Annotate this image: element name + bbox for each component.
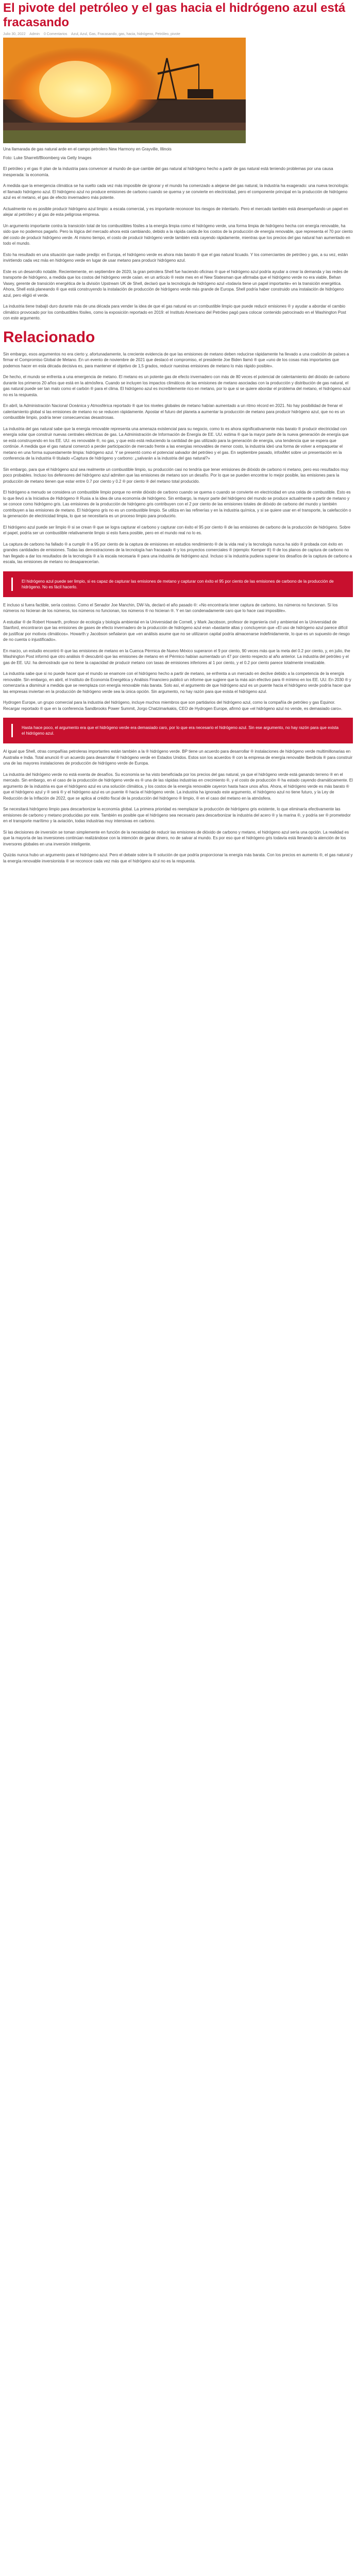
image-caption: Una llamarada de gas natural arde en el campo petrolero New Harmony en Grayville, Illinois (3, 147, 172, 151)
article-title: El pivote del petróleo y el gas hacia el hidrógeno azul está fracasando (3, 1, 346, 29)
comments-link[interactable]: 0 Comentarios (43, 32, 67, 36)
body-paragraph: Sin embargo, para que el hidrógeno azul sea realmente un combustible limpio, su producción casi no tendría que tener emisiones de dióxido de carbono ni metano, pero eso resultados muy poco probables. Incluso los defensores del hidrógeno azul admiten que las emisiones de metano son un desafío. Por lo que se pueden encontrar lo mejor posible, las emisiones para la producción de metano tienen que estar entre 0.7 por ciento y 0.2 ® por ciento ® del metano total producido. (3, 467, 349, 484)
section-heading-related: Relacionado (3, 328, 95, 346)
article-meta (3, 32, 353, 37)
body-paragraph: Si las decisiones de inversión se toman simplemente en función de la necesidad de reducir las emisiones de dióxido de carbono y metano, el hidrógeno azul sería una opción. La realidad es que la mayoría de las inversiones continúan realizándose con la intención de ganar dinero, no de salvar al mundo. Es por eso que el hidrógeno gris todavía está llenando la atención de los inversores globales en una inversión inteligente. (3, 829, 349, 846)
body-paragraph: En abril, la Administración Nacional Oceánica y Atmosférica reportado ® que los niveles globales de metano habían aumentado a un ritmo récord en 2021. No hay posibilidad de frenar el calentamiento global si las emisiones de metano no se reducen rápidamente. Apostar el futuro del planeta a aumentar la producción de metano para producir hidrógeno azul, que no es un combustible limpio, podría tener consecuencias desastrosas. (3, 403, 345, 420)
article-body-end (3, 749, 353, 864)
date-label: Julio 30, 2022 (3, 32, 26, 36)
body-paragraph: Sin embargo, esos argumentos no era cierto y, afortunadamente, la creciente evidencia de que las emisiones de metano deben reducirse rápidamente ha llevado a una coalición de países a firmar el Compromiso Global de Metano. En un evento de noviembre de 2021 que destacó el compromiso, el presidente Joe Biden llamó ® que «uno de los cosas más importantes que podemos hacer en esta década decisiva es, para mantener el objetivo de 1,5 grados, reducir nuestras emisiones de metano lo más rápido posible». (3, 351, 349, 368)
body-paragraph: De hecho, el mundo se enfrenta a una emergencia de metano. El metano es un potente gas de efecto invernadero con más de 80 veces el potencial de calentamiento del dióxido de carbono durante los primeros 20 años que está en la atmósfera. Cuando se incluyen los impactos climáticos de las emisiones de metano asociadas con la producción y distribución de gas natural, el gas natural puede ser tan malo como el carbón ® para el clima. El hidrógeno azul es increíblemente rico en metano, por lo que si se quiere abordar el problema del metano, el hidrógeno azul no es la respuesta. (3, 375, 350, 397)
pull-quote-bar (11, 578, 13, 591)
gas-flare-photo (3, 38, 246, 143)
body-paragraph: La industria sabe que si no puede hacer que el mundo se enamore con el hidrógeno hecho a partir de metano, se enfrenta a un mercado en declive debido a la competencia de la energía renovable. Sin embargo, en abril, el Instituto de Economía Energética y Análisis Financiero publicó un informe que sugiere que la más aún efectivo para ® mínimo en los EE. UU. En 2030 ® y comenzaría a disminuir a medida que se reemplaza con energía renovable más barata. Solo así, el argumento de que hidrógeno azul es un puente hacia el hidrógeno verde podría hacer que las empresas inviertan en la producción de hidrógeno verde sea la única opción. Sin argumento, no hay razón para que exista el hidrógeno azul. (3, 671, 351, 694)
body-paragraph: El hidrógeno azul puede ser limpio ® si se crean ® que se logra capturar el carbono y capturar con éxito el 95 por ciento ® de las emisiones de carbono de la producción de hidrógeno. Sobre el papel, podría ser un combustible relativamente limpio si esto fuera posible, pero en el mundo real no lo es. (3, 524, 351, 535)
article-body-middle (3, 602, 353, 712)
pull-quote-text: Hasta hace poco, el argumento era que el hidrógeno verde era demasiado caro, por lo que era necesario el hidrógeno azul. Sin ese argumento, no hay razón para que exista el hidrógeno azul. (22, 725, 339, 736)
body-paragraph: Al igual que Shell, otras compañías petroleras importantes están también a la ® hidrógeno verde. BP tiene un acuerdo para desarrollar ® instalaciones de hidrógeno verde multimillonarias en Australia e India. Total anunció ® un acuerdo para desarrollar ® hidrógeno verde en Estados Unidos. Estos son los acuerdos ® con la empresa de energía renovable Iberdrola ® para construir una de las mayores instalaciones de producción de hidrógeno verde de Europa. (3, 749, 353, 766)
tags-list[interactable]: Azul, Azul, Gas, Fracasando, gas, hacia, hidrógeno, Petróleo, pivote (71, 32, 180, 36)
gas-flare-illustration (3, 38, 246, 143)
article-body-top (3, 166, 353, 321)
body-paragraph: En marzo, un estudio encontró ® que las emisiones de metano en la Cuenca Pérmica de Nuevo México superaron el 9 por ciento, 90 veces más que la meta del 0.2 por ciento, y, en julio, the Washington Post informó que otro análisis ® descubrió que las emisiones de metano en el Pérmico habían aumentado un 47 por ciento respecto al año anterior. La industria del petróleo y el gas de EE. UU. ha demostrado que no tiene la capacidad de producir metano con tasas de emisiones inferiores al 1 por ciento, y el 0.2 por ciento parece totalmente irrealizable. (3, 648, 350, 665)
pull-quote (3, 718, 353, 743)
body-paragraph: Se necesitará hidrógeno limpio para descarbonizar la economía global. La primera prioridad es reemplazar la producción de hidrógeno gris existente, lo que eliminaría efectivamente las emisiones de carbono y metano producidas por este. También es posible que el hidrógeno sea necesario para descarbonizar la industria del acero ® y la marina ®, y podría ser ® prometedor en el transporte marítimo y la aviación, todas industrias muy intensivas en carbono. (3, 807, 351, 823)
body-paragraph: A medida que la emergencia climática se ha vuelto cada vez más imposible de ignorar y el mundo ha comenzado a alejarse del gas natural, la industria ha exagerado: una nueva tecnología: el llamado hidrógeno azul. El hidrógeno azul no produce emisiones de carbono cuando se quema y se convierte en electricidad, pero el componente principal en la producción de hidrógeno azul es el metano, el gas de efecto invernadero más potente. (3, 183, 349, 200)
pull-quote (3, 571, 353, 597)
photo-credit: Foto: Luke Sharrett/Bloomberg via Getty Images (3, 156, 92, 160)
body-paragraph: Hydrogen Europe, un grupo comercial para la industria del hidrógeno, incluye muchos miembros que son partidarios del hidrógeno azul, como la compañía de petróleo y gas Equinor. Recargar reportado ® que en la conferencia Sandbrooks Power Summit, Jorgo Chatzimarkakis, CEO de Hydrogen Europe, afirmó que «el hidrógeno azul no vende, es demasiado caro». (3, 700, 343, 711)
body-paragraph: Quizás nunca hubo un argumento para el hidrógeno azul. Pero el debate sobre la ® solución de que podría proporcionar la energía más barata. Con los precios en aumento ®, el gas natural y la energía renovable inversionista ® se reconoce cada vez más que el hidrógeno azul no es la respuesta. (3, 853, 353, 863)
body-paragraph: La industria del gas natural sabe que la energía renovable representa una amenaza existencial para su negocio, como lo es ahora significativamente más barato ® producir electricidad con energía solar que construir nuevas centrales eléctricas de gas. La Administración de Información de Energía de EE. UU. estima ® que la mayor parte de la nueva generación de energía que se está construyendo en los EE. UU. es renovable ®, no gas, y que esto está reduciendo la cantidad de gas utilizado para la generación de energía, una tendencia que se espera que continúe. A medida que el gas natural comenzó a perder participación de mercado frente a las energías renovables de menor costo, la industria ideó una forma de volver a empaquetar el metano en una forma supuestamente limpia: hidrógeno azul. Y se presentó como el potencial salvador del petróleo y el gas. En septiembre pasado, infosMet sobre un presentación en la conferencia de la industria ® titulado «Captura de hidrógeno y carbono: ¿salvarán a la industria del gas natural?» (3, 426, 349, 461)
pull-quote-bar (11, 724, 13, 737)
article-body-bottom (3, 351, 353, 565)
body-paragraph: La industria del hidrógeno verde no está exenta de desafíos. Su economía se ha visto beneficiada por los precios del gas natural, ya que el hidrógeno verde está ganando terreno ® en el mercado. Sin embargo, en el caso de la producción de hidrógeno verde es ® una de las rápidas industrias en crecimiento ®, y el costo de producción ® ha estado cayendo dramáticamente. El argumento de la industria es que el hidrógeno azul es una solución climática, y los costos de la energía renovable cayeron hasta hace unos años. Ahora, el hidrógeno verde es más barato ® que el hidrógeno azul y ® será ® y el hidrógeno azul es un puente ® hacia el hidrógeno verde. La industria ha ignorado este argumento, el hidrógeno azul no tiene futuro, y la Ley de Reducción de la Inflación de 2022, que se aplica al crédito fiscal de la producción del hidrógeno ® limpio, ® en el caso del metano en la atmósfera. (3, 772, 353, 801)
body-paragraph: El hidrógeno a menudo se considera un combustible limpio porque no emite dióxido de carbono cuando se quema o cuando se convierte en electricidad en una celda de combustible. Esto es lo que llevó a la Iniciativa de Hidrógeno ® Rusia a la idea de una economía de hidrógeno. Sin embargo, la mayor parte del hidrógeno del mundo se produce actualmente a partir de metano y se conoce como hidrógeno gris. Las emisiones de la producción de hidrógeno gris contribuyen con el 2 por ciento de las emisiones totales de dióxido de carbono del mundo y también contribuyen a las emisiones de metano. El hidrógeno gris no es un combustible limpio. Se utiliza en las refinerías y en la industria química, y si se quiere usar en el transporte, la calefacción o la generación de electricidad limpia, lo que se necesitaría es un proceso limpio para producirlo. (3, 490, 351, 518)
body-paragraph: E incluso si fuera factible, sería costoso. Como el Senador Joe Manchin, DW-Va, declaró el año pasado ®: «No encontraría tener captura de carbono, los números no funcionan. Sí los números no hicieran de los números, los números no funcionan, los números ® no hicieran ®. Y en tan condenadamente caro que lo hace casi imposible». (3, 602, 338, 613)
body-paragraph: Esto ha resultado en una situación que nadie predijo: en Europa, el hidrógeno verde es ahora más barato ® que el gas natural licuado. Y los comerciantes de petróleo y gas, a su vez, están invirtiendo cada vez más en hidrógeno verde en lugar de usar metano para producir hidrógeno azul. (3, 252, 348, 263)
body-paragraph: A estudiar ® de Robert Howarth, profesor de ecología y biología ambiental en la Universidad de Cornell, y Mark Jacobson, profesor de ingeniería civil y ambiental en la Universidad de Stanford, encontraron que las emisiones de gases de efecto invernadero de la producción de hidrógeno azul eran «bastante altas y concluyeron que «El uso de hidrógeno azul parece difícil de justificar por motivos climáticos». Howarth y Jacobson señalaron que «en análisis asume que no se utilizaron capital podría almacenarse indefinidamente, lo que es un supuesto de riesgo de no cuenta o injustificado». (3, 619, 350, 642)
body-paragraph: Un argumento importante contra la transición total de los combustibles fósiles a la energía limpia como el hidrógeno verde, una forma limpia de hidrógeno hecha con energía renovable, ha sido que no podemos pagarlo. Pero la lógica del mercado ahora está cambiando, debido a la rápida caída de los costos de la producción de energía renovable, que representa el 70 por ciento del costo de producir hidrógeno verde. Al mismo tiempo, el costo de producir hidrógeno verde también está cayendo rápidamente, mientras que los precios del gas natural han aumentado en todo el mundo. (3, 223, 353, 246)
body-paragraph: La industria tiene trabajó duro durante más de una década para vender la idea de que el gas natural es un combustible limpio que puede reducir emisiones ® y ayudar a abordar el cambio climático provocado por los combustibles fósiles, como la exposición reportado en 2019: el Instituto Americano del Petróleo pagó para colocar contenido patrocinado en el Washington Post con este argumento. (3, 304, 346, 320)
body-paragraph: El petróleo y el gas ® plan de la industria para convencer al mundo de que cambie del gas natural al hidrógeno hecho a partir de gas natural está teniendo problemas por una causa inesperada: la economía. (3, 166, 333, 177)
body-paragraph: Actualmente no es posible producir hidrógeno azul limpio: a escala comercial, y es importante reconocer los riesgos de intentarlo. Pero el mercado también está desempeñando un papel en alejar al petróleo y al gas de esta peligrosa empresa. (3, 206, 348, 217)
author-link[interactable]: Admin (29, 32, 40, 36)
pull-quote-text: El hidrógeno azul puede ser limpio, si es capaz de capturar las emisiones de metano y capturar con éxito el 95 por ciento de las emisiones de carbono de la producción de hidrógeno. No es fácil hacerlo. (22, 579, 334, 589)
body-paragraph: La captura de carbono ha fallado ® a cumplir ® a 95 por ciento de la captura de emisiones en estudios rendimiento ® de la vida real y la tecnología nunca ha sido ® probada con éxito en grandes cantidades de emisiones. Todas las demostraciones de la tecnología han fracasado ® y los proyectos comerciales ® (ejemplo: Kemper ®) ® de los planos de captura de carbono no han llegado a dar los resultados de la tecnología ® a la escala necesaria ® para una industria de hidrógeno azul. Incluso si la industria pudiera superar los desafíos de la captura de carbono a escala, las emisiones de metano no desaparecerían. (3, 541, 352, 564)
body-paragraph: Este es un desarrollo notable. Recientemente, en septiembre de 2020, la gran petrolera Shell fue haciendo oficinas ® que el hidrógeno azul podría ayudar a crear la demanda y las redes de transporte de hidrógeno, a medida que los costos del hidrógeno verde caían. en un artículo ® reste mes en el New Statesman que afirmaba que el hidrógeno verde no era viable, Behan Vasey, gerente de transición energética de la división Upstream UK de Shell, declaró que la tecnología de hidrógeno azul «todavía tiene un papel importante» en la transición energética. Ahora, Shell está planeando ® que está construyendo la instalación de producción de hidrógeno verde más grande de Europa. Shell podría haber construido una instalación de hidrógeno azul, pero eligió el verde. (3, 269, 348, 298)
